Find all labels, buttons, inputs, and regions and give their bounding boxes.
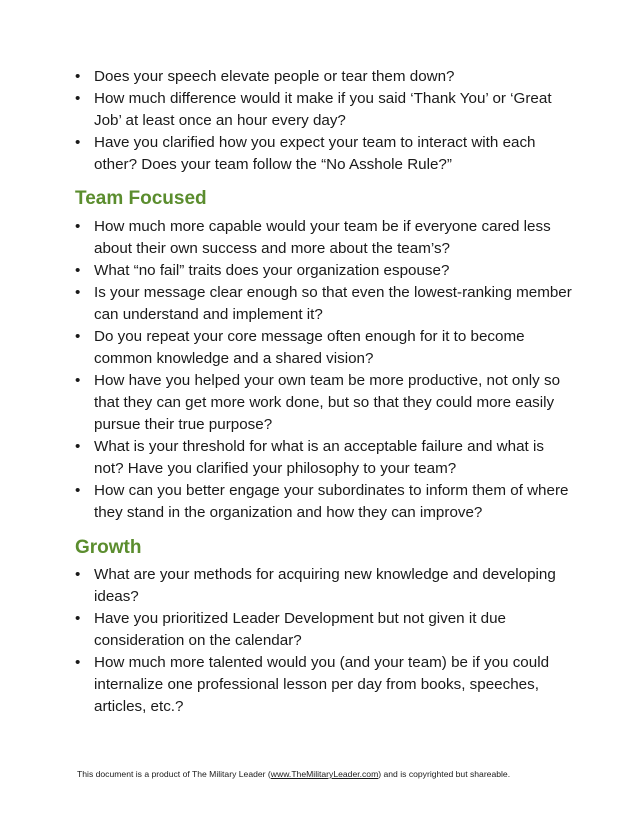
list-item-text: How much more capable would your team be if everyone cared less about their own success and more about the team’s? [94,218,551,257]
bullet-icon: • [75,90,81,107]
team-focused-list [75,216,575,524]
footer-prefix: This document is a product of The Military Leader ( [77,769,271,779]
list-item [75,436,575,480]
footer-suffix: ) and is copyrighted but shareable. [378,769,511,779]
list-item [75,132,575,176]
list-item [75,216,575,260]
section-heading-growth: Growth [75,537,142,558]
list-item-text: Does your speech elevate people or tear them down? [94,68,455,85]
list-item [75,608,575,652]
growth-list [75,564,575,718]
bullet-icon: • [75,610,81,627]
list-item [75,480,575,524]
bullet-icon: • [75,284,81,301]
list-item [75,88,575,132]
bullet-icon: • [75,68,81,85]
footer-website-link[interactable]: www.TheMilitaryLeader.com [270,769,379,779]
list-item-text: How can you better engage your subordinates to inform them of where they stand in the organization and how they can improve? [94,482,569,521]
list-item [75,652,575,718]
list-item [75,326,575,370]
list-item-text: How have you helped your own team be more productive, not only so that they can get more work done, but so that they could more easily pursue their true purpose? [94,372,561,433]
list-item [75,260,575,282]
list-item-text: Do you repeat your core message often enough for it to become common knowledge and a shared vision? [94,328,525,367]
bullet-icon: • [75,438,81,455]
list-item-text: Have you prioritized Leader Development but not given it due consideration on the calendar? [94,610,506,649]
list-item [75,66,575,88]
bullet-icon: • [75,218,81,235]
intro-list [75,66,575,176]
list-item-text: What are your methods for acquiring new knowledge and developing ideas? [94,566,556,605]
section-heading-team-focused: Team Focused [75,188,207,209]
list-item-text: How much more talented would you (and your team) be if you could internalize one professional lesson per day from books, speeches, articles, etc.? [94,654,550,715]
bullet-icon: • [75,654,81,671]
list-item [75,282,575,326]
bullet-icon: • [75,328,81,345]
list-item [75,564,575,608]
bullet-icon: • [75,566,81,583]
bullet-icon: • [75,134,81,151]
list-item-text: Have you clarified how you expect your team to interact with each other? Does your team follow the “No Asshole Rule?” [94,134,536,173]
bullet-icon: • [75,262,81,279]
list-item-text: How much difference would it make if you said ‘Thank You’ or ‘Great Job’ at least once an hour every day? [94,90,552,129]
document-content [75,66,575,718]
list-item [75,370,575,436]
list-item-text: What is your threshold for what is an acceptable failure and what is not? Have you clarified your philosophy to your team? [94,438,544,477]
list-item-text: Is your message clear enough so that even the lowest-ranking member can understand and implement it? [94,284,572,323]
bullet-icon: • [75,482,81,499]
footer-copyright [77,768,510,780]
list-item-text: What “no fail” traits does your organization espouse? [94,262,450,279]
bullet-icon: • [75,372,81,389]
